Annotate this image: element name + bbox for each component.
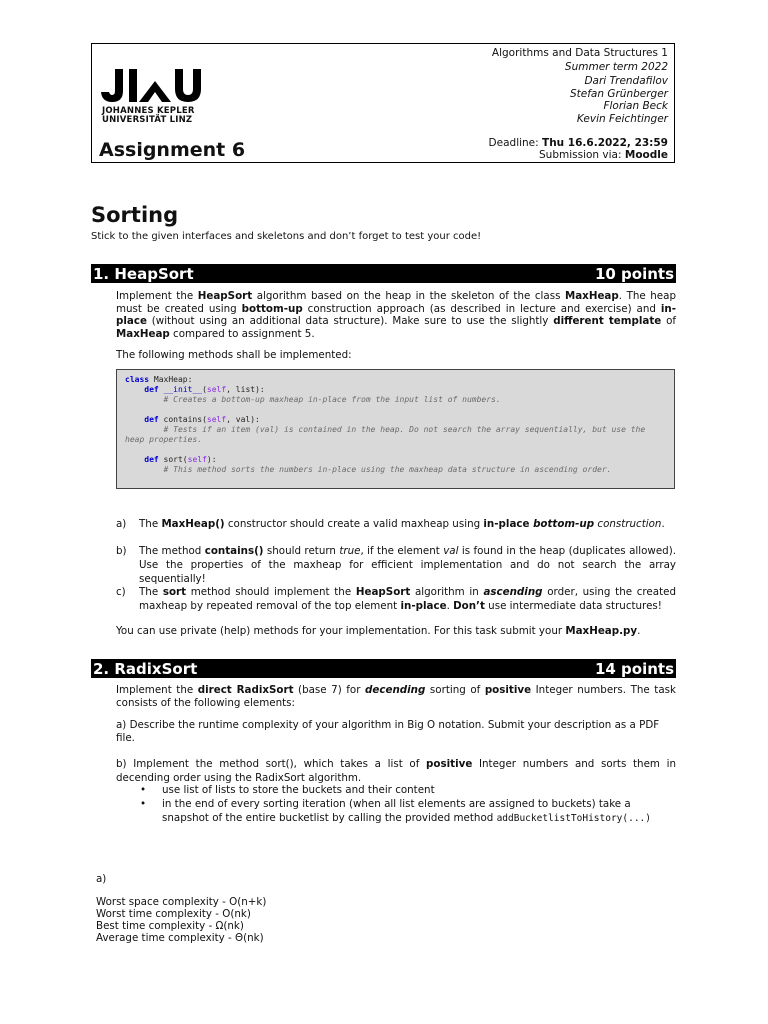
author: Stefan Grünberger <box>569 88 668 100</box>
radixsort-description: Implement the direct RadixSort (base 7) for decending sorting of positive Integer numbers. The task consists of the following elements: <box>116 684 676 709</box>
deadline-info <box>489 137 668 161</box>
author: Florian Beck <box>603 100 668 112</box>
radixsort-bullets <box>138 783 678 826</box>
author: Dari Trendafilov <box>584 75 668 87</box>
header-box <box>91 43 675 163</box>
answer-line: Average time complexity - Θ(nk) <box>96 932 264 944</box>
course-name: Algorithms and Data Structures 1 <box>491 47 668 59</box>
methods-intro: The following methods shall be implemented: <box>116 349 352 361</box>
deadline-value: Thu 16.6.2022, 23:59 <box>542 137 668 149</box>
submission-label: Submission via: <box>539 149 625 161</box>
answer-label: a) <box>96 873 107 885</box>
section-title: 1. HeapSort <box>93 264 194 283</box>
author: Kevin Feichtinger <box>576 113 668 125</box>
logo-subtitle <box>102 107 195 125</box>
course-info <box>492 46 668 126</box>
answer-line: Worst space complexity - O(n+k) <box>96 896 267 908</box>
section-points: 10 points <box>594 264 674 283</box>
answer-lines <box>96 896 266 944</box>
document-intro: Stick to the given interfaces and skeletons and don’t forget to test your code! <box>91 231 482 242</box>
submission-value: Moodle <box>624 149 668 161</box>
list-item: • in the end of every sorting iteration (when all list elements are assigned to buckets) take a snapshot of the entire bucketlist by calling the provided method addBucketlistToHistory(...) <box>138 797 678 826</box>
task-item-b: b) The method contains() should return true, if the element val is found in the heap (duplicates allowed). Use the properties of the maxheap for efficient implementation and do not search the array sequentially! <box>116 545 676 585</box>
task-item-a: a) The MaxHeap() constructor should create a valid maxheap using in-place bottom-up construction. <box>116 518 665 530</box>
radixsort-part-b: b) Implement the method sort(), which takes a list of positive Integer numbers and sorts them in decending order using the RadixSort algorithm. <box>116 758 677 784</box>
term: Summer term 2022 <box>564 61 668 73</box>
radixsort-part-a: a) Describe the runtime complexity of your algorithm in Big O notation. Submit your description as a PDF file. <box>116 719 660 744</box>
answer-line: Worst time complexity - O(nk) <box>96 908 251 920</box>
heapsort-submit-note: You can use private (help) methods for your implementation. For this task submit your MaxHeap.py. <box>116 625 641 637</box>
answer-line: Best time complexity - Ω(nk) <box>96 920 244 932</box>
deadline-label: Deadline: <box>488 137 543 149</box>
logo-subtitle-line-2: UNIVERSITÄT LINZ <box>102 115 193 125</box>
heapsort-description: Implement the HeapSort algorithm based on the heap in the skeleton of the class MaxHeap. The heap must be created using bottom-up construction approach (as described in lecture and exercise) and in-place (without using an additional data structure). Make sure to use the slightly different template of MaxHeap compared to assignment 5. <box>116 290 677 340</box>
code-snippet-maxheap: class MaxHeap: def __init__(self, list): # Creates a bottom-up maxheap in-place from the input list of numbers. def contains(self, val): # Tests if an item (val) is contained in the heap. Do not search the array sequentially, but use the heap properties. def sort(self): # This method sorts the numbers in-place using the maxheap data structure in ascending order. <box>116 369 675 489</box>
section-heading-heapsort <box>91 264 676 283</box>
document-title: Sorting <box>91 203 179 227</box>
logo-subtitle-line-1: JOHANNES KEPLER <box>102 106 195 116</box>
task-item-c: c) The sort method should implement the HeapSort algorithm in ascending order, using the created maxheap by repeated removal of the top element in-place. Don’t use intermediate data structures! <box>116 586 676 612</box>
list-item: • use list of lists to store the buckets and their content <box>138 783 678 797</box>
assignment-title: Assignment 6 <box>99 139 246 161</box>
jku-logo <box>101 69 201 103</box>
section-points: 14 points <box>594 659 674 678</box>
section-title: 2. RadixSort <box>93 659 198 678</box>
section-heading-radixsort <box>91 659 676 678</box>
